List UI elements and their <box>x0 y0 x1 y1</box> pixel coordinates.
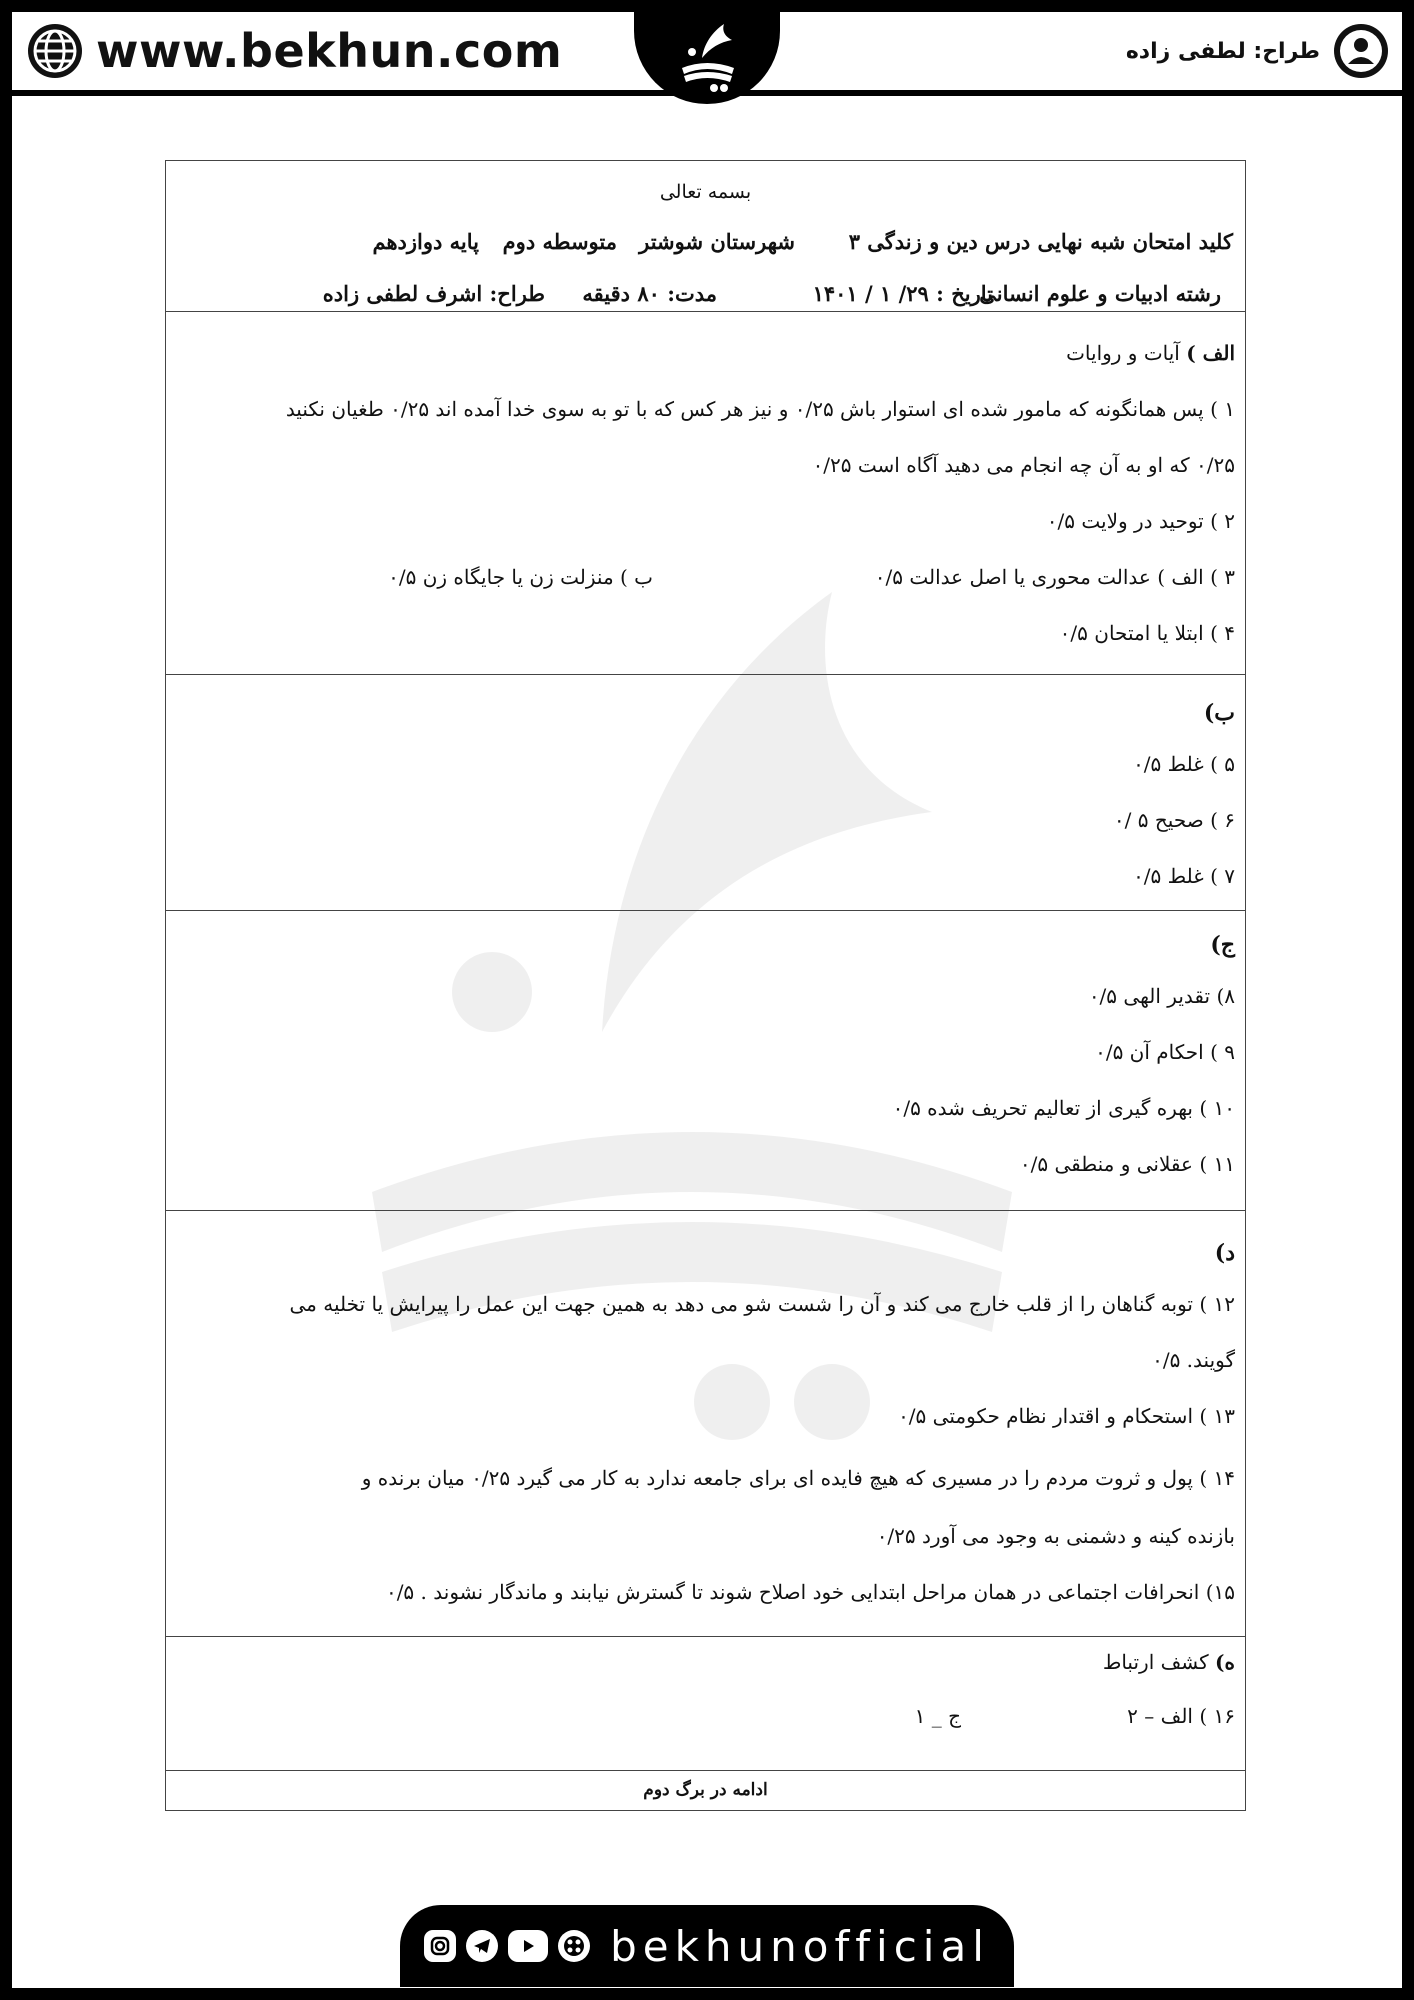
exam-grade: پایه دوازدهم <box>372 229 479 254</box>
section-dal-heading: د) <box>1214 1240 1235 1266</box>
section-be-heading: ب) <box>1203 700 1235 726</box>
exam-designer: طراح: اشرف لطفی زاده <box>322 281 545 306</box>
answer-line: ۴ ) ابتلا یا امتحان ۰/۵ <box>1059 621 1235 645</box>
social-bar <box>400 1905 1014 1987</box>
basmala: بسمه تعالی <box>659 181 752 203</box>
answer-line: ۶ ) صحیح ۵ /۰ <box>1113 808 1235 832</box>
section-alef-heading: الف ) آیات و روایات <box>1066 341 1235 365</box>
exam-field: رشته ادبیات و علوم انسانی <box>979 281 1221 306</box>
answer-key-sheet <box>165 160 1246 1811</box>
answer-line: ۱۰ ) بهره گیری از تعالیم تحریف شده ۰/۵ <box>892 1096 1235 1120</box>
answer-line: ۷ ) غلط ۰/۵ <box>1133 864 1235 888</box>
answer-line: ۱۶ ) الف – ۲ <box>1127 1704 1235 1728</box>
answer-line: ۱۵) انحرافات اجتماعی در همان مراحل ابتدایی خود اصلاح شوند تا گسترش نیابند و ماندگار نشوند . ۰/۵ <box>385 1580 1235 1604</box>
section-he <box>166 1636 1245 1771</box>
section-he-heading: ه) کشف ارتباط <box>1102 1650 1235 1674</box>
website-link[interactable] <box>26 22 562 80</box>
designer-badge <box>1126 20 1390 82</box>
globe-icon <box>26 22 84 80</box>
answer-line: ب ) منزلت زن یا جایگاه زن ۰/۵ <box>388 565 653 589</box>
website-url[interactable]: www.bekhun.com <box>96 24 563 78</box>
exam-city: شهرستان شوشتر <box>639 229 795 254</box>
section-alef <box>166 311 1245 675</box>
continue-note: ادامه در برگ دوم <box>643 1780 768 1800</box>
instagram-icon[interactable] <box>424 1930 456 1962</box>
answer-line: ۳ ) الف ) عدالت محوری یا اصل عدالت ۰/۵ <box>874 565 1235 589</box>
social-handle[interactable]: bekhunofficial <box>610 1921 990 1971</box>
exam-header <box>166 161 1245 312</box>
answer-line: ۱۴ ) پول و ثروت مردم را در مسیری که هیچ فایده ای برای جامعه ندارد به کار می گیرد ۰/۲۵ میان برنده و <box>361 1466 1235 1490</box>
answer-line: ۵ ) غلط ۰/۵ <box>1133 752 1235 776</box>
section-jim-heading: ج) <box>1210 932 1235 958</box>
exam-level: متوسطه دوم <box>502 229 617 254</box>
section-be <box>166 674 1245 911</box>
exam-date: تاریخ : ۲۹/ ۱ / ۱۴۰۱ <box>812 281 993 306</box>
section-jim <box>166 910 1245 1211</box>
answer-line: ۰/۲۵ که او به آن چه انجام می دهید آگاه است ۰/۲۵ <box>812 453 1235 477</box>
brand-logo <box>634 12 780 104</box>
answer-line: ۱ ) پس همانگونه که مامور شده ای استوار باش ۰/۲۵ و نیز هر کس که با تو به سوی خدا آمده اند ۰/۲۵ طغیان نکنید <box>285 397 1235 421</box>
answer-line: ۲ ) توحید در ولایت ۰/۵ <box>1046 509 1235 533</box>
exam-duration: مدت: ۸۰ دقیقه <box>582 281 717 306</box>
quill-logo-icon <box>662 18 752 98</box>
designer-label: طراح: لطفی زاده <box>1125 38 1320 64</box>
user-avatar-icon <box>1332 22 1390 80</box>
telegram-icon[interactable] <box>466 1930 498 1962</box>
page <box>12 12 1402 1988</box>
answer-line: بازنده کینه و دشمنی به وجود می آورد ۰/۲۵ <box>876 1524 1235 1548</box>
answer-line: ۸) تقدیر الهی ۰/۵ <box>1088 984 1235 1008</box>
aparat-icon[interactable] <box>558 1930 590 1962</box>
answer-line: ۱۱ ) عقلانی و منطقی ۰/۵ <box>1019 1152 1235 1176</box>
youtube-icon[interactable] <box>508 1930 548 1962</box>
answer-line: گویند. ۰/۵ <box>1152 1348 1235 1372</box>
answer-line: ۹ ) احکام آن ۰/۵ <box>1095 1040 1235 1064</box>
exam-title: کلید امتحان شبه نهایی درس دین و زندگی ۳ <box>848 229 1233 254</box>
answer-line: ج _ ۱ <box>914 1704 961 1728</box>
section-dal <box>166 1210 1245 1637</box>
answer-line: ۱۳ ) استحکام و اقتدار نظام حکومتی ۰/۵ <box>898 1404 1235 1428</box>
answer-line: ۱۲ ) توبه گناهان را از قلب خارج می کند و آن را شست شو می دهد به همین جهت این عمل را پیرایش یا تخلیه می <box>289 1292 1235 1316</box>
top-banner <box>12 12 1402 96</box>
